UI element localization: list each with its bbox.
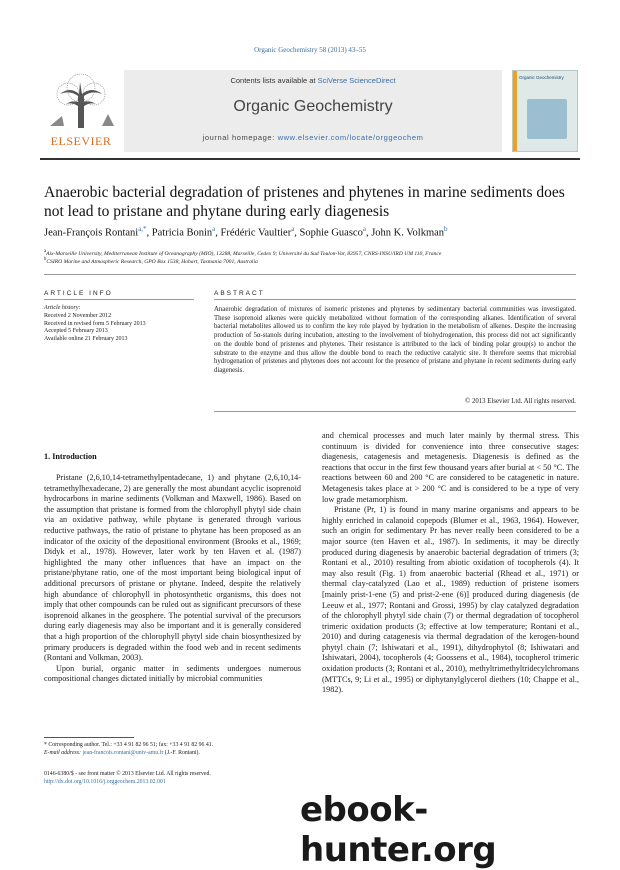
copyright-notice: © 2013 Elsevier Ltd. All rights reserved. <box>465 398 576 405</box>
author-mark[interactable]: a <box>212 225 216 233</box>
affiliation-text: Aix-Marseille University, Mediterranean Institute of Oceanography (MIO), 13288, Marseille, Cedex 9; Université du Sud Toulon-Var, 83957, CNRS-INSU/IRD UM 110, France <box>46 250 442 257</box>
author-mark[interactable]: b <box>444 225 448 233</box>
author-mark[interactable]: a <box>291 225 295 233</box>
homepage-prefix: journal homepage: <box>202 133 278 142</box>
header-rule <box>40 158 580 160</box>
article-title: Anaerobic bacterial degradation of pristenes and phytenes in marine sediments does not lead to pristane and phytane during early diagenesis <box>44 184 565 220</box>
author[interactable]: John K. Volkman <box>371 227 445 239</box>
author-list: Jean-François Rontani$^{a,*}$, Patricia Bonin$^a$, Frédéric Vaultier$^a$, Sophie Guasco$^a$, John K. Volkman$^b$ <box>44 225 448 239</box>
abstract-text: Anaerobic degradation of mixtures of isomeric pristenes and phytenes by sedimentary bacterial communities was investigated. These isoprenoid alkenes were quickly metabolized without formation of the corresponding alkanes. Identification of several bacterial metabolites allowed us to confirm the key role played by hydration in the metabolism of alkenes. Despite the increasing production of 5α-stanols during incubation, attesting to the involvement of biohydrogenation, this process did not act significantly on the double bond of pristenes and phytenes. Their resistance is attributed to the lack of binding polar group(s) to anchor the substrate to the enzyme and thus allow the double bond to reach the reductive catalytic site. It therefore seems that microbial hydrogenation of pristenes and phytenes does not account for the presence of pristane and phytane in recent sediments during early diagenesis. <box>214 306 576 374</box>
contents-line <box>124 76 502 85</box>
email-label: E-mail address: <box>44 750 83 756</box>
article-history <box>44 305 194 344</box>
homepage-link[interactable]: www.elsevier.com/locate/orggeochem <box>277 133 424 142</box>
watermark-text: ebook-hunter.org <box>300 790 497 870</box>
journal-cover-thumbnail[interactable] <box>512 70 578 152</box>
affiliation-text: CSIRO Marine and Atmospheric Research, GPO Box 1538, Hobart, Tasmania 7001, Australia <box>46 258 258 265</box>
sciencedirect-link[interactable]: SciVerse ScienceDirect <box>317 76 396 85</box>
cover-image <box>527 99 567 139</box>
affiliation-b <box>44 257 584 265</box>
tree-icon <box>42 72 120 128</box>
abstract-rule <box>214 299 576 300</box>
email-line <box>44 749 304 757</box>
paragraph: Pristane (2,6,10,14-tetramethylpentadecane, 1) and phytane (2,6,10,14-tetramethylhexadecane, 2) are generally the most abundant acyclic isoprenoid hydrocarbons in marine sediments (Volkman and Maxwell, 1986). Based on the assumption that pristane is formed from the chlorophyll phytyl side chain via an oxidative pathway, while phytane is generated through various reductive pathways, the ratio of pristane to phytane has been proposed as an indicator of the oxicity of the depositional environment (Brooks et al., 1969; Didyk et al., 1978). However, later work by ten Haven et al. (1987) highlighted the many other influences that have an impact on the pristane/phytane ratio, one of the most important being biological input of additional precursors of pristane or phytane. Indeed, despite the relatively high abundance of chlorophyll in photosynthetic organisms, this does not imply that other compounds can be ruled out as significant precursors of these isoprenoid alkanes in the geosphere. The potential survival of the precursors during early diagenesis may also be important and it is generally considered that a high proportion of the chlorophyll phytyl side chain biosynthesized by primary producers is degraded within the food web and in recent sediments (Rontani and Volkman, 2003). <box>44 473 301 663</box>
body-column-right <box>322 431 579 696</box>
publisher-name: ELSEVIER <box>50 134 112 148</box>
section-rule <box>44 274 576 275</box>
affiliation-a <box>44 249 584 257</box>
author[interactable]: Sophie Guasco <box>299 227 363 239</box>
author[interactable]: Frédéric Vaultier <box>220 227 292 239</box>
cover-title: Organic Geochemistry <box>519 75 564 80</box>
email-link[interactable]: jean-francois.rontani@univ-amu.fr <box>82 750 164 756</box>
corresponding-author-note: * Corresponding author. Tel.: +33 4 91 82 96 51; fax: +33 4 91 82 96 41. <box>44 742 214 748</box>
article-info-rule <box>44 299 194 300</box>
issn-line: 0146-6380/$ - see front matter © 2013 Elsevier Ltd. All rights reserved. <box>44 771 211 777</box>
affiliation-mark: b <box>44 257 47 262</box>
article-info-heading: ARTICLE INFO <box>44 290 113 297</box>
history-item: Received in revised form 5 February 2013 <box>44 320 146 327</box>
paragraph: Upon burial, organic matter in sediments undergoes numerous compositional changes dictated initially by microbial communities <box>44 663 301 684</box>
doi-link[interactable]: http://dx.doi.org/10.1016/j.orggeochem.2013.02.001 <box>44 779 166 785</box>
abstract-heading: ABSTRACT <box>214 290 265 297</box>
citation-line[interactable]: Organic Geochemistry 58 (2013) 43–55 <box>254 46 366 54</box>
footnote-rule <box>44 737 134 738</box>
history-item: Accepted 5 February 2013 <box>44 328 108 335</box>
journal-homepage <box>124 133 502 142</box>
history-label: Article history: <box>44 305 81 311</box>
history-item: Available online 21 February 2013 <box>44 336 128 343</box>
history-item: Received 2 November 2012 <box>44 312 112 319</box>
author[interactable]: Jean-François Rontani <box>44 227 139 239</box>
cover-strip <box>513 71 517 151</box>
journal-title: Organic Geochemistry <box>233 98 393 115</box>
email-suffix: (J.-F. Rontani). <box>163 750 200 756</box>
affiliation-mark: a <box>44 249 47 254</box>
author[interactable]: Patricia Bonin <box>151 227 213 239</box>
paragraph: and chemical processes and much later mainly by thermal stress. This continuum is divided for convenience into three consecutive stages: diagenesis, catagenesis and metagenesis. Diagenesis is defined as the reactions that occur in the first few thousand years after burial at < 50 °C. The reactions between 60 and 200 °C are considered to be catagenetic in nature. Metagenesis takes place at > 200 °C and is considered to be a type of very low grade metamorphism. <box>322 431 579 504</box>
elsevier-tree-logo <box>42 72 120 142</box>
author-mark[interactable]: a,* <box>138 225 147 233</box>
contents-prefix: Contents lists available at <box>230 76 318 85</box>
author-mark[interactable]: a <box>362 225 366 233</box>
abstract-bottom-rule <box>214 411 576 412</box>
body-column-left <box>44 473 301 685</box>
legal-info <box>44 770 344 786</box>
paragraph: Pristane (Pr, 1) is found in many marine organisms and appears to be highly enriched in calanoid copepods (Blumer et al., 1963, 1964). However, such an origin for sedimentary Pr has never really been considered to be a major source (ten Haven et al., 1987). In sediments, it may be directly produced during diagenesis by anaerobic bacterial degradation of trimers (3; Rontani et al., 2010) resulting from abiotic oxidation of tocopherols (4). It may also result (Fig. 1) from anaerobic bacterial (Rhead et al., 1971) or thermal clay-catalyzed (Lao et al., 1989) reduction of pristene isomers [mainly prist-1-ene (5) and prist-2-ene (6)] produced during diagenesis (de Leeuw et al., 1977; Rontani and Grossi, 1995) by clay catalyzed degradation of the chlorophyll phytyl side chain (7) or thermal degradation of tocopherol trimeric oxidation products (3; effective at low temperature; Rontani et al., 2010) and during catagenesis via thermal degradation of the kerogen-bound phytyl chain (7; Ishiwatari et al., 1991), dihydrophytol (8; Ishiwatari and Ishiwatari, 2004), tocopherols (4; Goossens et al., 1984), tocopherol trimeric oxidation products (3; Rontani et al., 2010), methyltrimethyltridecylchromans (MTTCs, 9; Li et al., 1995) or diphytanylglycerol diethers (10; Chappe et al., 1982). <box>322 505 579 695</box>
footnote <box>44 741 304 757</box>
section-heading-introduction: 1. Introduction <box>44 452 97 461</box>
